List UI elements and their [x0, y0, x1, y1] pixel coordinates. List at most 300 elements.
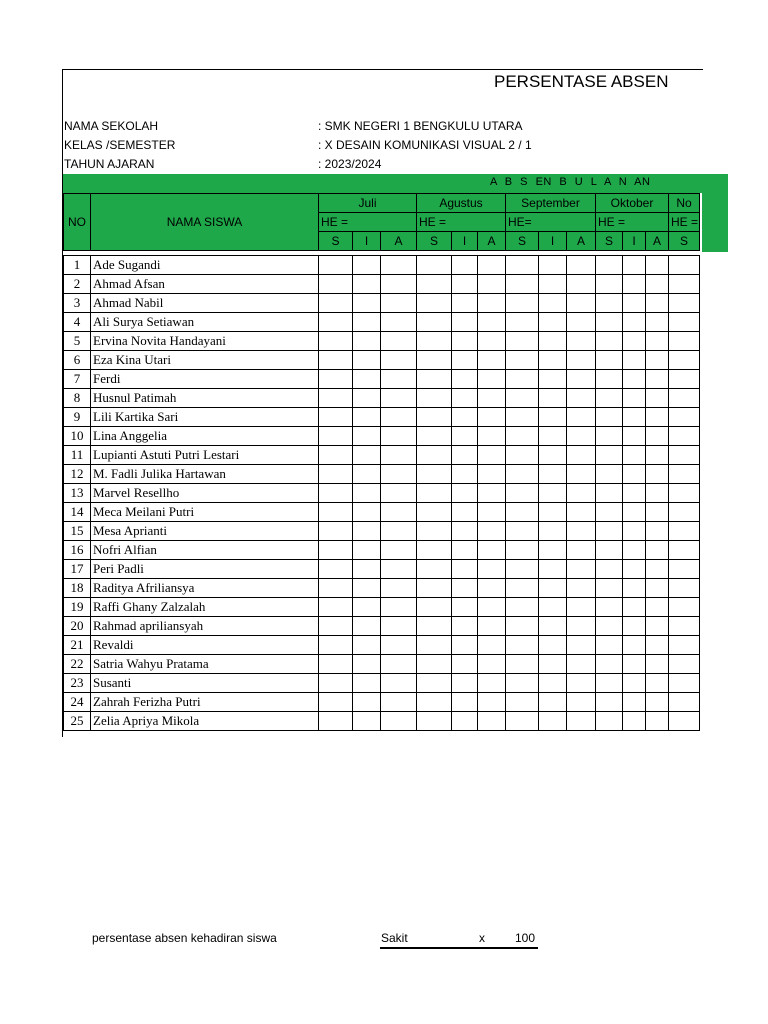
attendance-cell[interactable] [319, 370, 353, 389]
attendance-cell[interactable] [567, 256, 596, 275]
attendance-cell[interactable] [478, 636, 506, 655]
attendance-cell[interactable] [452, 389, 478, 408]
attendance-cell[interactable] [452, 275, 478, 294]
attendance-cell[interactable] [646, 332, 669, 351]
attendance-cell[interactable] [452, 560, 478, 579]
attendance-cell[interactable] [417, 655, 452, 674]
attendance-cell[interactable] [669, 446, 700, 465]
attendance-cell[interactable] [417, 313, 452, 332]
attendance-cell[interactable] [381, 484, 417, 503]
attendance-cell[interactable] [539, 389, 567, 408]
attendance-cell[interactable] [646, 541, 669, 560]
attendance-cell[interactable] [669, 541, 700, 560]
attendance-cell[interactable] [596, 560, 623, 579]
attendance-cell[interactable] [478, 560, 506, 579]
attendance-cell[interactable] [417, 503, 452, 522]
attendance-cell[interactable] [417, 636, 452, 655]
attendance-cell[interactable] [623, 427, 646, 446]
attendance-cell[interactable] [319, 522, 353, 541]
attendance-cell[interactable] [539, 294, 567, 313]
attendance-cell[interactable] [417, 370, 452, 389]
attendance-cell[interactable] [623, 351, 646, 370]
attendance-cell[interactable] [567, 275, 596, 294]
attendance-cell[interactable] [539, 655, 567, 674]
attendance-cell[interactable] [478, 256, 506, 275]
attendance-cell[interactable] [623, 370, 646, 389]
attendance-cell[interactable] [596, 446, 623, 465]
attendance-cell[interactable] [669, 560, 700, 579]
attendance-cell[interactable] [539, 617, 567, 636]
attendance-cell[interactable] [623, 598, 646, 617]
attendance-cell[interactable] [646, 351, 669, 370]
attendance-cell[interactable] [539, 712, 567, 731]
attendance-cell[interactable] [623, 617, 646, 636]
attendance-cell[interactable] [596, 256, 623, 275]
attendance-cell[interactable] [669, 674, 700, 693]
attendance-cell[interactable] [646, 503, 669, 522]
attendance-cell[interactable] [478, 541, 506, 560]
attendance-cell[interactable] [319, 598, 353, 617]
attendance-cell[interactable] [452, 636, 478, 655]
attendance-cell[interactable] [506, 332, 539, 351]
attendance-cell[interactable] [623, 674, 646, 693]
attendance-cell[interactable] [539, 370, 567, 389]
attendance-cell[interactable] [381, 408, 417, 427]
attendance-cell[interactable] [478, 446, 506, 465]
attendance-cell[interactable] [417, 408, 452, 427]
attendance-cell[interactable] [567, 370, 596, 389]
attendance-cell[interactable] [381, 712, 417, 731]
attendance-cell[interactable] [596, 313, 623, 332]
attendance-cell[interactable] [452, 522, 478, 541]
attendance-cell[interactable] [452, 446, 478, 465]
attendance-cell[interactable] [319, 389, 353, 408]
attendance-cell[interactable] [478, 427, 506, 446]
attendance-cell[interactable] [417, 256, 452, 275]
attendance-cell[interactable] [596, 484, 623, 503]
attendance-cell[interactable] [646, 370, 669, 389]
attendance-cell[interactable] [669, 465, 700, 484]
attendance-cell[interactable] [452, 541, 478, 560]
attendance-cell[interactable] [417, 579, 452, 598]
attendance-cell[interactable] [506, 503, 539, 522]
attendance-cell[interactable] [353, 275, 381, 294]
attendance-cell[interactable] [381, 674, 417, 693]
attendance-cell[interactable] [478, 313, 506, 332]
attendance-cell[interactable] [506, 560, 539, 579]
attendance-cell[interactable] [319, 446, 353, 465]
attendance-cell[interactable] [319, 636, 353, 655]
attendance-cell[interactable] [452, 294, 478, 313]
attendance-cell[interactable] [567, 294, 596, 313]
attendance-cell[interactable] [596, 427, 623, 446]
attendance-cell[interactable] [381, 389, 417, 408]
attendance-cell[interactable] [596, 617, 623, 636]
attendance-cell[interactable] [353, 484, 381, 503]
attendance-cell[interactable] [567, 674, 596, 693]
attendance-cell[interactable] [319, 465, 353, 484]
attendance-cell[interactable] [452, 332, 478, 351]
attendance-cell[interactable] [417, 465, 452, 484]
attendance-cell[interactable] [596, 579, 623, 598]
attendance-cell[interactable] [381, 446, 417, 465]
attendance-cell[interactable] [353, 427, 381, 446]
attendance-cell[interactable] [506, 674, 539, 693]
attendance-cell[interactable] [596, 541, 623, 560]
attendance-cell[interactable] [596, 275, 623, 294]
attendance-cell[interactable] [478, 503, 506, 522]
attendance-cell[interactable] [506, 294, 539, 313]
attendance-cell[interactable] [381, 617, 417, 636]
attendance-cell[interactable] [478, 712, 506, 731]
attendance-cell[interactable] [539, 674, 567, 693]
attendance-cell[interactable] [669, 693, 700, 712]
attendance-cell[interactable] [417, 446, 452, 465]
attendance-cell[interactable] [381, 522, 417, 541]
attendance-cell[interactable] [381, 503, 417, 522]
attendance-cell[interactable] [596, 370, 623, 389]
attendance-cell[interactable] [506, 484, 539, 503]
attendance-cell[interactable] [623, 313, 646, 332]
attendance-cell[interactable] [506, 275, 539, 294]
attendance-cell[interactable] [539, 351, 567, 370]
attendance-cell[interactable] [452, 370, 478, 389]
attendance-cell[interactable] [452, 313, 478, 332]
attendance-cell[interactable] [452, 484, 478, 503]
attendance-cell[interactable] [417, 674, 452, 693]
attendance-cell[interactable] [669, 370, 700, 389]
attendance-cell[interactable] [567, 465, 596, 484]
attendance-cell[interactable] [319, 256, 353, 275]
attendance-cell[interactable] [669, 655, 700, 674]
attendance-cell[interactable] [381, 655, 417, 674]
attendance-cell[interactable] [623, 256, 646, 275]
attendance-cell[interactable] [646, 484, 669, 503]
attendance-cell[interactable] [381, 256, 417, 275]
attendance-cell[interactable] [646, 275, 669, 294]
attendance-cell[interactable] [596, 389, 623, 408]
attendance-cell[interactable] [539, 541, 567, 560]
attendance-cell[interactable] [596, 522, 623, 541]
attendance-cell[interactable] [417, 332, 452, 351]
attendance-cell[interactable] [506, 465, 539, 484]
attendance-cell[interactable] [567, 332, 596, 351]
attendance-cell[interactable] [567, 693, 596, 712]
attendance-cell[interactable] [417, 522, 452, 541]
attendance-cell[interactable] [353, 522, 381, 541]
attendance-cell[interactable] [381, 370, 417, 389]
attendance-cell[interactable] [669, 256, 700, 275]
attendance-cell[interactable] [567, 617, 596, 636]
attendance-cell[interactable] [567, 389, 596, 408]
attendance-cell[interactable] [596, 674, 623, 693]
attendance-cell[interactable] [567, 484, 596, 503]
attendance-cell[interactable] [319, 693, 353, 712]
attendance-cell[interactable] [381, 636, 417, 655]
attendance-cell[interactable] [539, 598, 567, 617]
attendance-cell[interactable] [478, 674, 506, 693]
attendance-cell[interactable] [319, 427, 353, 446]
attendance-cell[interactable] [417, 693, 452, 712]
attendance-cell[interactable] [506, 408, 539, 427]
attendance-cell[interactable] [506, 598, 539, 617]
attendance-cell[interactable] [567, 522, 596, 541]
attendance-cell[interactable] [417, 541, 452, 560]
attendance-cell[interactable] [623, 712, 646, 731]
attendance-cell[interactable] [623, 522, 646, 541]
attendance-cell[interactable] [669, 332, 700, 351]
attendance-cell[interactable] [381, 579, 417, 598]
attendance-cell[interactable] [478, 332, 506, 351]
attendance-cell[interactable] [539, 313, 567, 332]
attendance-cell[interactable] [539, 522, 567, 541]
attendance-cell[interactable] [623, 484, 646, 503]
attendance-cell[interactable] [452, 579, 478, 598]
attendance-cell[interactable] [567, 351, 596, 370]
attendance-cell[interactable] [452, 427, 478, 446]
attendance-cell[interactable] [539, 484, 567, 503]
attendance-cell[interactable] [506, 579, 539, 598]
attendance-cell[interactable] [646, 617, 669, 636]
attendance-cell[interactable] [319, 351, 353, 370]
attendance-cell[interactable] [669, 275, 700, 294]
attendance-cell[interactable] [669, 712, 700, 731]
attendance-cell[interactable] [669, 522, 700, 541]
attendance-cell[interactable] [353, 332, 381, 351]
attendance-cell[interactable] [669, 503, 700, 522]
attendance-cell[interactable] [646, 427, 669, 446]
attendance-cell[interactable] [646, 294, 669, 313]
attendance-cell[interactable] [417, 712, 452, 731]
attendance-cell[interactable] [319, 541, 353, 560]
attendance-cell[interactable] [478, 655, 506, 674]
attendance-cell[interactable] [417, 294, 452, 313]
attendance-cell[interactable] [596, 712, 623, 731]
attendance-cell[interactable] [353, 294, 381, 313]
attendance-cell[interactable] [539, 256, 567, 275]
attendance-cell[interactable] [539, 693, 567, 712]
attendance-cell[interactable] [417, 484, 452, 503]
attendance-cell[interactable] [623, 332, 646, 351]
attendance-cell[interactable] [669, 484, 700, 503]
attendance-cell[interactable] [381, 427, 417, 446]
attendance-cell[interactable] [539, 636, 567, 655]
attendance-cell[interactable] [381, 541, 417, 560]
attendance-cell[interactable] [623, 446, 646, 465]
attendance-cell[interactable] [478, 484, 506, 503]
attendance-cell[interactable] [381, 351, 417, 370]
attendance-cell[interactable] [353, 370, 381, 389]
attendance-cell[interactable] [623, 465, 646, 484]
attendance-cell[interactable] [353, 636, 381, 655]
attendance-cell[interactable] [669, 351, 700, 370]
attendance-cell[interactable] [539, 579, 567, 598]
attendance-cell[interactable] [478, 389, 506, 408]
attendance-cell[interactable] [646, 389, 669, 408]
attendance-cell[interactable] [596, 294, 623, 313]
attendance-cell[interactable] [319, 294, 353, 313]
attendance-cell[interactable] [452, 617, 478, 636]
attendance-cell[interactable] [452, 674, 478, 693]
attendance-cell[interactable] [319, 408, 353, 427]
attendance-cell[interactable] [506, 256, 539, 275]
attendance-cell[interactable] [353, 617, 381, 636]
attendance-cell[interactable] [506, 389, 539, 408]
attendance-cell[interactable] [506, 655, 539, 674]
attendance-cell[interactable] [319, 503, 353, 522]
attendance-cell[interactable] [567, 503, 596, 522]
attendance-cell[interactable] [452, 712, 478, 731]
attendance-cell[interactable] [646, 693, 669, 712]
attendance-cell[interactable] [381, 693, 417, 712]
attendance-cell[interactable] [669, 579, 700, 598]
attendance-cell[interactable] [452, 256, 478, 275]
attendance-cell[interactable] [669, 408, 700, 427]
attendance-cell[interactable] [353, 351, 381, 370]
attendance-cell[interactable] [646, 579, 669, 598]
attendance-cell[interactable] [353, 655, 381, 674]
attendance-cell[interactable] [478, 693, 506, 712]
attendance-cell[interactable] [353, 503, 381, 522]
attendance-cell[interactable] [567, 560, 596, 579]
attendance-cell[interactable] [567, 313, 596, 332]
attendance-cell[interactable] [381, 313, 417, 332]
attendance-cell[interactable] [669, 294, 700, 313]
attendance-cell[interactable] [319, 313, 353, 332]
attendance-cell[interactable] [539, 446, 567, 465]
attendance-cell[interactable] [539, 427, 567, 446]
attendance-cell[interactable] [567, 446, 596, 465]
attendance-cell[interactable] [646, 674, 669, 693]
attendance-cell[interactable] [646, 560, 669, 579]
attendance-cell[interactable] [623, 294, 646, 313]
attendance-cell[interactable] [319, 484, 353, 503]
attendance-cell[interactable] [623, 389, 646, 408]
attendance-cell[interactable] [506, 427, 539, 446]
attendance-cell[interactable] [623, 693, 646, 712]
attendance-cell[interactable] [353, 446, 381, 465]
attendance-cell[interactable] [452, 465, 478, 484]
attendance-cell[interactable] [452, 503, 478, 522]
attendance-cell[interactable] [319, 655, 353, 674]
attendance-cell[interactable] [623, 541, 646, 560]
attendance-cell[interactable] [478, 598, 506, 617]
attendance-cell[interactable] [417, 560, 452, 579]
attendance-cell[interactable] [319, 579, 353, 598]
attendance-cell[interactable] [417, 351, 452, 370]
attendance-cell[interactable] [381, 275, 417, 294]
attendance-cell[interactable] [596, 332, 623, 351]
attendance-cell[interactable] [669, 598, 700, 617]
attendance-cell[interactable] [506, 522, 539, 541]
attendance-cell[interactable] [646, 712, 669, 731]
attendance-cell[interactable] [353, 560, 381, 579]
attendance-cell[interactable] [478, 275, 506, 294]
attendance-cell[interactable] [567, 579, 596, 598]
attendance-cell[interactable] [596, 636, 623, 655]
attendance-cell[interactable] [417, 275, 452, 294]
attendance-cell[interactable] [478, 522, 506, 541]
attendance-cell[interactable] [623, 503, 646, 522]
attendance-cell[interactable] [567, 598, 596, 617]
attendance-cell[interactable] [646, 598, 669, 617]
attendance-cell[interactable] [567, 712, 596, 731]
attendance-cell[interactable] [506, 351, 539, 370]
attendance-cell[interactable] [353, 541, 381, 560]
attendance-cell[interactable] [452, 655, 478, 674]
attendance-cell[interactable] [319, 560, 353, 579]
attendance-cell[interactable] [478, 408, 506, 427]
attendance-cell[interactable] [646, 655, 669, 674]
attendance-cell[interactable] [353, 465, 381, 484]
attendance-cell[interactable] [623, 560, 646, 579]
attendance-cell[interactable] [623, 636, 646, 655]
attendance-cell[interactable] [506, 370, 539, 389]
attendance-cell[interactable] [319, 617, 353, 636]
attendance-cell[interactable] [452, 598, 478, 617]
attendance-cell[interactable] [646, 408, 669, 427]
attendance-cell[interactable] [353, 313, 381, 332]
attendance-cell[interactable] [506, 541, 539, 560]
attendance-cell[interactable] [506, 313, 539, 332]
attendance-cell[interactable] [319, 712, 353, 731]
attendance-cell[interactable] [506, 446, 539, 465]
attendance-cell[interactable] [646, 313, 669, 332]
attendance-cell[interactable] [478, 617, 506, 636]
attendance-cell[interactable] [478, 465, 506, 484]
attendance-cell[interactable] [353, 256, 381, 275]
attendance-cell[interactable] [567, 636, 596, 655]
attendance-cell[interactable] [646, 522, 669, 541]
attendance-cell[interactable] [381, 332, 417, 351]
attendance-cell[interactable] [596, 351, 623, 370]
attendance-cell[interactable] [539, 560, 567, 579]
attendance-cell[interactable] [417, 389, 452, 408]
attendance-cell[interactable] [353, 693, 381, 712]
attendance-cell[interactable] [539, 332, 567, 351]
attendance-cell[interactable] [596, 655, 623, 674]
attendance-cell[interactable] [353, 579, 381, 598]
attendance-cell[interactable] [596, 693, 623, 712]
attendance-cell[interactable] [646, 465, 669, 484]
attendance-cell[interactable] [623, 655, 646, 674]
attendance-cell[interactable] [478, 370, 506, 389]
attendance-cell[interactable] [539, 503, 567, 522]
attendance-cell[interactable] [596, 465, 623, 484]
attendance-cell[interactable] [539, 408, 567, 427]
attendance-cell[interactable] [669, 617, 700, 636]
attendance-cell[interactable] [478, 579, 506, 598]
attendance-cell[interactable] [353, 408, 381, 427]
attendance-cell[interactable] [567, 655, 596, 674]
attendance-cell[interactable] [452, 408, 478, 427]
attendance-cell[interactable] [596, 598, 623, 617]
attendance-cell[interactable] [506, 693, 539, 712]
attendance-cell[interactable] [319, 332, 353, 351]
attendance-cell[interactable] [567, 408, 596, 427]
attendance-cell[interactable] [567, 427, 596, 446]
attendance-cell[interactable] [452, 351, 478, 370]
attendance-cell[interactable] [539, 275, 567, 294]
attendance-cell[interactable] [353, 598, 381, 617]
attendance-cell[interactable] [646, 636, 669, 655]
attendance-cell[interactable] [381, 598, 417, 617]
attendance-cell[interactable] [646, 446, 669, 465]
attendance-cell[interactable] [506, 617, 539, 636]
attendance-cell[interactable] [669, 313, 700, 332]
attendance-cell[interactable] [506, 712, 539, 731]
attendance-cell[interactable] [381, 465, 417, 484]
